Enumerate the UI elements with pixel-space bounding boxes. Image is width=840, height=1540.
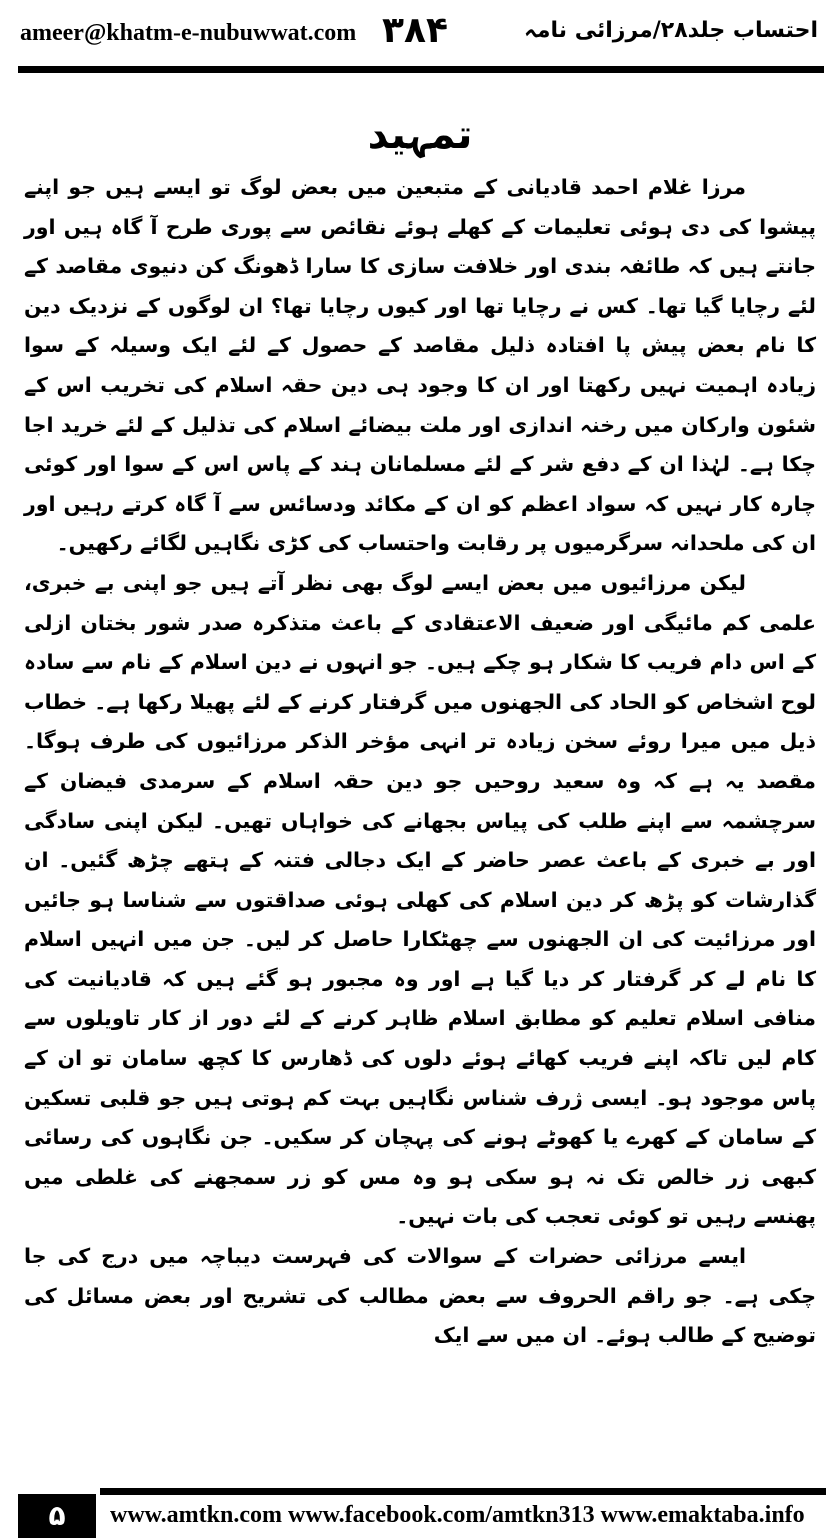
paragraph-2: لیکن مرزائیوں میں بعض ایسے لوگ بھی نظر آتے ہیں جو اپنی بے خبری، علمی کم مائیگی اور ضعیف الاعتقادی کے باعث متذکرہ صدر شور بختان ازلی کے اس دام فریب کا شکار ہو چکے ہیں۔ جو انہوں نے دین اسلام کے نام سے سادہ لوح اشخاص کو الحاد کی الجھنوں میں گرفتار کرنے کے لئے پھیلا رکھا ہے۔ خطاب ذیل میں میرا روئے سخن زیادہ تر انہی مؤخر الذکر مرزائیوں کی طرف ہوگا۔ مقصد یہ ہے کہ وہ سعید روحیں جو دین حقہ اسلام کے سرمدی فیضان کے سرچشمہ سے اپنے طلب کی پیاس بجھانے کی خواہاں تھیں۔ لیکن اپنی سادگی اور بے خبری کے باعث عصر حاضر کے ایک دجالی فتنہ کے ہتھے چڑھ گئیں۔ ان گذارشات کو پڑھ کر دین اسلام کی کھلی ہوئی صداقتوں سے شناسا ہو جائیں اور مرزائیت کی ان الجھنوں سے چھٹکارا حاصل کر لیں۔ جن میں انہیں اسلام کا نام لے کر گرفتار کر دیا گیا ہے اور وہ مجبور ہو گئے ہیں کہ قادیانیت کی منافی اسلام تعلیم کو مطابق اسلام ظاہر کرنے کے لئے دور از کار تاویلوں سے کام لیں تاکہ اپنے فریب کھائے ہوئے دلوں کی ڈھارس کا کچھ سامان تو ان کے پاس موجود ہو۔ ایسی ژرف شناس نگاہیں بہت کم ہوتی ہیں جو قلبی تسکین کے سامان کے کھرے یا کھوٹے ہونے کی پہچان کر سکیں۔ جن نگاہوں کی رسائی کبھی زر خالص تک نہ ہو سکی ہو وہ مس کو زر سمجھنے کی غلطی میں پھنسے رہیں تو کوئی تعجب کی بات نہیں۔ [24,570,816,1229]
header-running-title: احتساب جلد۲۸/مرزائی نامہ [524,18,818,43]
paragraph-1: مرزا غلام احمد قادیانی کے متبعین میں بعض لوگ تو ایسے ہیں جو اپنے پیشوا کی دی ہوئی تعلیمات کے کھلے ہوئے نقائص سے پوری طرح آ گاہ ہیں اور جانتے ہیں کہ طائفہ بندی اور خلافت سازی کا سارا ڈھونگ کن دنیوی مقاصد کے لئے رچایا گیا تھا۔ کس نے رچایا تھا اور کیوں رچایا تھا؟ ان لوگوں کے نزدیک دین کا نام بعض پیش پا افتادہ ذلیل مقاصد کے حصول کے لئے ایک وسیلہ کے سوا زیادہ اہمیت نہیں رکھتا اور ان کا وجود ہی دین حقہ اسلام کی تخریب اس کے شئون وارکان میں رخنہ اندازی اور ملت بیضائے اسلام کی تذلیل کے لئے خرید اجا چکا ہے۔ لہٰذا ان کے دفع شر کے لئے مسلمانان ہند کے پاس اس کے سوا اور کوئی چارہ کار نہیں کہ سواد اعظم کو ان کے مکائد ودسائس سے آ گاہ کرتے رہیں اور ان کی ملحدانہ سرگرمیوں پر رقابت واحتساب کی کڑی نگاہیں لگائے رکھیں۔ [24,175,816,556]
footer-page-badge: ۵ [18,1494,96,1538]
section-heading: تمہید [367,112,473,158]
page-header [0,0,840,70]
header-page-number: ۳۸۴ [382,10,448,51]
page-footer [0,1484,840,1540]
footer-rule [100,1488,826,1495]
body-text [24,168,816,1356]
header-email[interactable]: ameer@khatm-e-nubuwwat.com [20,20,357,46]
paragraph-3: ایسے مرزائی حضرات کے سوالات کی فہرست دیباچہ میں درج کی جا چکی ہے۔ جو راقم الحروف سے بعض مطالب کی تشریح اور بعض مسائل کی توضیح کے طالب ہوئے۔ ان میں سے ایک [24,1244,816,1348]
header-rule [18,66,824,73]
footer-links[interactable]: www.amtkn.com www.facebook.com/amtkn313 www.emaktaba.info [110,1502,805,1528]
